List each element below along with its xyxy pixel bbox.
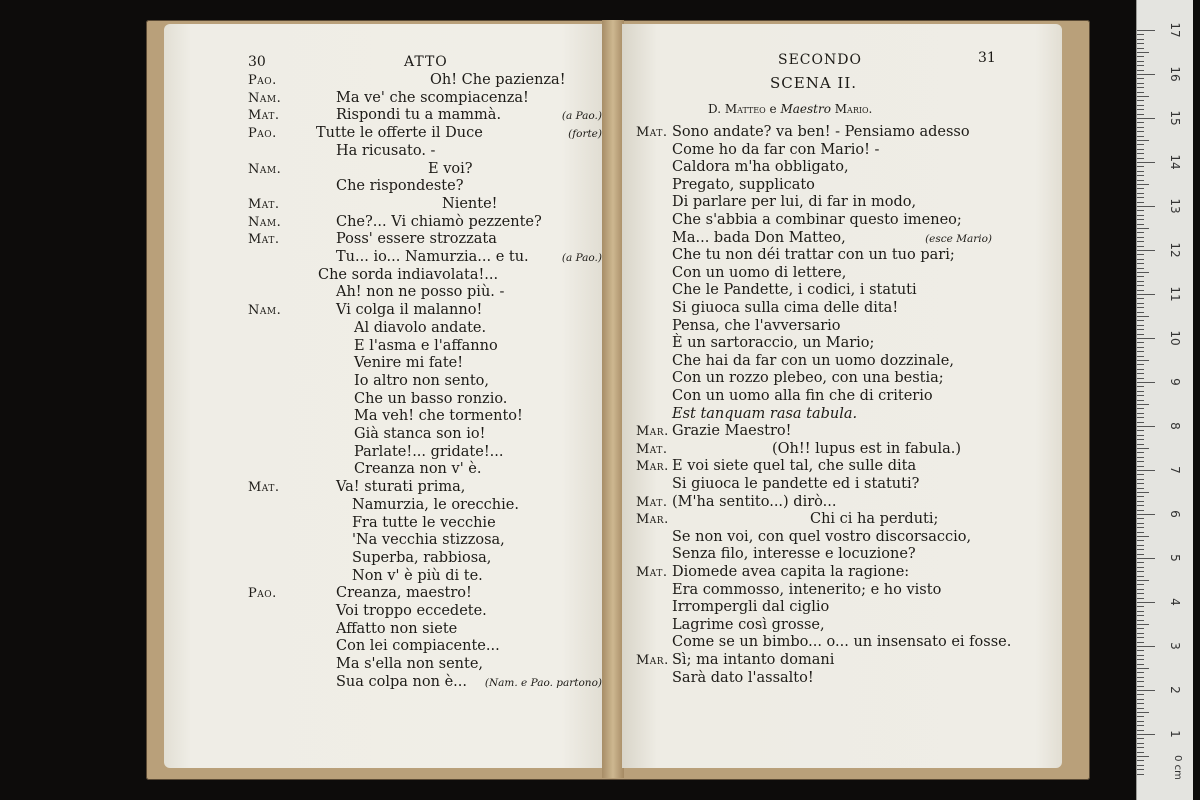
ruler-tick	[1137, 633, 1144, 634]
verse-line: Grazie Maestro!	[672, 423, 792, 440]
ruler-tick	[1137, 408, 1144, 409]
ruler-tick	[1137, 338, 1155, 339]
ruler-tick	[1137, 373, 1144, 374]
ruler-number: 1	[1168, 730, 1182, 738]
ruler-number: 12	[1168, 242, 1182, 258]
ruler-tick	[1137, 488, 1144, 489]
verse-line: Ma s'ella non sente,	[336, 656, 484, 673]
ruler-tick	[1137, 769, 1144, 770]
speaker-label: Mat.	[248, 232, 280, 248]
ruler-tick	[1137, 131, 1144, 132]
ruler-tick	[1137, 452, 1144, 453]
verse-line: Che hai da far con un uomo dozzinale,	[672, 352, 954, 369]
ruler-tick	[1137, 320, 1144, 321]
speaker-label: Nam.	[248, 303, 282, 319]
ruler-tick	[1137, 589, 1144, 590]
ruler-tick	[1137, 144, 1144, 145]
ruler-tick	[1137, 730, 1144, 731]
running-head: SECONDO	[778, 52, 862, 68]
ruler-tick	[1137, 360, 1149, 361]
ruler-tick	[1137, 329, 1144, 330]
ruler-tick	[1137, 540, 1144, 541]
verse-line: Affatto non siete	[336, 620, 458, 637]
ruler-tick	[1137, 378, 1144, 379]
verse-line: Sono andate? va ben! - Pensiamo adesso	[672, 124, 970, 140]
speaker-label: Mar.	[636, 424, 669, 440]
ruler-tick	[1137, 136, 1144, 137]
speaker-label: Mar.	[636, 512, 669, 528]
ruler-tick	[1137, 391, 1144, 392]
verse-line: Si giuoca le pandette ed i statuti?	[672, 476, 920, 492]
ruler-tick	[1137, 83, 1144, 84]
ruler-tick	[1137, 65, 1144, 66]
ruler-tick	[1137, 171, 1144, 172]
ruler-tick	[1137, 96, 1149, 97]
ruler-tick	[1137, 417, 1144, 418]
ruler-tick	[1137, 237, 1144, 238]
ruler-tick	[1137, 774, 1144, 775]
ruler-number: 11	[1168, 286, 1182, 302]
right-page	[622, 24, 1062, 768]
stage-direction: (a Pao.)	[561, 110, 602, 123]
ruler-tick	[1137, 400, 1144, 401]
verse-line: Sarà dato l'assalto!	[672, 669, 814, 686]
stage-direction: (forte)	[568, 128, 602, 141]
ruler-tick	[1137, 316, 1149, 317]
ruler-tick	[1137, 272, 1149, 273]
ruler-tick	[1137, 492, 1149, 493]
ruler-tick	[1137, 92, 1144, 93]
ruler-tick	[1137, 197, 1144, 198]
ruler-tick	[1137, 457, 1144, 458]
ruler-tick	[1137, 756, 1149, 757]
ruler-tick	[1137, 479, 1144, 480]
verse-line: Vi colga il malanno!	[336, 302, 483, 319]
ruler-tick	[1137, 708, 1144, 709]
ruler-tick	[1137, 298, 1144, 299]
verse-line: Caldora m'ha obbligato,	[672, 159, 849, 176]
ruler-tick	[1137, 149, 1144, 150]
ruler-tick	[1137, 210, 1144, 211]
ruler-number: 8	[1168, 422, 1182, 430]
ruler-tick	[1137, 87, 1144, 88]
ruler-number: 4	[1168, 598, 1182, 606]
ruler-tick	[1137, 444, 1144, 445]
verse-line: (Oh!! lupus est in fabula.)	[772, 440, 962, 457]
verse-line: Lagrime così grosse,	[672, 616, 825, 633]
ruler-tick	[1137, 276, 1144, 277]
ruler-tick	[1137, 655, 1144, 656]
ruler-tick	[1137, 206, 1155, 207]
ruler-tick	[1137, 615, 1144, 616]
verse-line: Che rispondeste?	[336, 178, 464, 195]
verse-line: Senza filo, interesse e locuzione?	[672, 546, 916, 563]
ruler-tick	[1137, 752, 1144, 753]
verse-line: Superba, rabbiosa,	[352, 549, 492, 566]
ruler-number: 2	[1168, 686, 1182, 694]
ruler-tick	[1137, 536, 1149, 537]
ruler-tick	[1137, 127, 1144, 128]
verse-line: Pensa, che l'avversario	[672, 317, 841, 334]
speaker-label: Pao.	[248, 73, 277, 88]
ruler-tick	[1137, 435, 1144, 436]
ruler-tick	[1137, 593, 1144, 594]
ruler-tick	[1137, 527, 1144, 528]
ruler-tick	[1137, 290, 1144, 291]
book-spine	[602, 20, 624, 778]
ruler-tick	[1137, 628, 1144, 629]
ruler-tick	[1137, 518, 1144, 519]
ruler-tick	[1137, 281, 1144, 282]
ruler-tick	[1137, 738, 1144, 739]
ruler-number: 9	[1168, 378, 1182, 386]
verse-line: Come ho da far con Mario! -	[672, 141, 880, 158]
speaker-label: Mar.	[636, 459, 669, 475]
ruler-tick	[1137, 562, 1144, 563]
ruler-tick	[1137, 606, 1144, 607]
ruler-tick	[1137, 140, 1149, 141]
verse-line: Creanza, maestro!	[336, 585, 472, 602]
ruler-tick	[1137, 721, 1144, 722]
verse-line: Voi troppo eccedete.	[336, 603, 487, 619]
ruler-tick	[1137, 166, 1144, 167]
stage-direction: (esce Mario)	[925, 232, 992, 245]
ruler-tick	[1137, 105, 1144, 106]
ruler-number: 6	[1168, 510, 1182, 518]
verse-line: Va! sturati prima,	[336, 479, 466, 496]
speaker-label: Mat.	[636, 565, 668, 580]
verse-line: Fra tutte le vecchie	[352, 514, 496, 531]
ruler-tick	[1137, 668, 1149, 669]
ruler-tick	[1137, 246, 1144, 247]
ruler-number: 10	[1168, 330, 1182, 346]
verse-line: Con un uomo alla fin che di criterio	[672, 388, 933, 404]
ruler-tick	[1137, 532, 1144, 533]
ruler-tick	[1137, 677, 1144, 678]
verse-line: Con un uomo di lettere,	[672, 264, 847, 281]
ruler-tick	[1137, 743, 1144, 744]
ruler-tick	[1137, 364, 1144, 365]
verse-line: Ha ricusato. -	[336, 142, 436, 159]
verse-line: Chi ci ha perduti;	[810, 511, 939, 528]
verse-line: Che le Pandette, i codici, i statuti	[672, 282, 917, 299]
ruler-tick	[1137, 699, 1144, 700]
speaker-label: Pao.	[248, 586, 277, 602]
ruler-tick	[1137, 725, 1144, 726]
ruler-tick	[1137, 505, 1144, 506]
ruler-tick	[1137, 202, 1144, 203]
ruler-tick	[1137, 215, 1144, 216]
ruler-tick	[1137, 74, 1155, 75]
verse-line: Che sorda indiavolata!...	[318, 266, 499, 283]
ruler-tick	[1137, 153, 1144, 154]
verse-line: Sì; ma intanto domani	[672, 652, 835, 668]
ruler-tick	[1137, 70, 1144, 71]
ruler-tick	[1137, 523, 1144, 524]
ruler-tick	[1137, 496, 1144, 497]
verse-line: Come se un bimbo... o... un insensato ei fosse.	[672, 634, 1012, 651]
verse-line: Già stanca son io!	[354, 426, 486, 442]
stage-direction: (a Pao.)	[561, 252, 602, 264]
verse-line: Niente!	[442, 195, 498, 212]
verse-line: Oh! Che pazienza!	[430, 72, 566, 88]
ruler-tick	[1137, 232, 1144, 233]
ruler-tick	[1137, 78, 1144, 79]
ruler-tick	[1137, 549, 1144, 550]
ruler-tick	[1137, 461, 1144, 462]
ruler-number: 5	[1168, 554, 1182, 562]
speaker-label: Nam.	[248, 90, 282, 106]
ruler-tick	[1137, 448, 1149, 449]
verse-line: E voi?	[428, 160, 473, 177]
speaker-label: Mat.	[248, 480, 280, 496]
verse-line: Ma... bada Don Matteo,	[672, 229, 846, 246]
ruler-tick	[1137, 584, 1144, 585]
verse-line: Parlate!... gridate!...	[354, 443, 504, 460]
ruler-tick	[1137, 158, 1144, 159]
ruler-tick	[1137, 571, 1144, 572]
ruler-tick	[1137, 307, 1144, 308]
ruler-tick	[1137, 430, 1144, 431]
ruler-tick	[1137, 545, 1144, 546]
ruler-number: 15	[1168, 110, 1182, 126]
ruler-tick	[1137, 250, 1155, 251]
ruler-number: 16	[1168, 66, 1182, 82]
ruler-tick	[1137, 426, 1155, 427]
ruler-tick	[1137, 34, 1144, 35]
ruler-tick	[1137, 470, 1155, 471]
ruler-tick	[1137, 501, 1144, 502]
ruler-number: 7	[1168, 466, 1182, 474]
ruler-tick	[1137, 580, 1149, 581]
ruler-tick	[1137, 650, 1144, 651]
ruler-tick	[1137, 510, 1144, 511]
ruler-tick	[1137, 514, 1155, 515]
ruler-number: 14	[1168, 154, 1182, 170]
ruler-tick	[1137, 61, 1144, 62]
ruler-tick	[1137, 122, 1144, 123]
ruler-tick	[1137, 259, 1144, 260]
ruler-tick	[1137, 712, 1149, 713]
verse-line: Che un basso ronzio.	[354, 390, 508, 407]
verse-line: Ma ve' che scompiacenza!	[336, 89, 529, 106]
ruler-tick	[1137, 43, 1144, 44]
ruler-tick	[1137, 422, 1144, 423]
ruler-tick	[1137, 576, 1144, 577]
ruler-tick	[1137, 334, 1144, 335]
ruler-tick	[1137, 659, 1144, 660]
verse-line: E l'asma e l'affanno	[354, 337, 498, 354]
verse-line: Sua colpa non è...	[336, 673, 467, 690]
speaker-label: Nam.	[248, 161, 282, 177]
verse-line: Est tanquam rasa tabula.	[672, 405, 858, 422]
ruler-tick	[1137, 175, 1144, 176]
ruler-tick	[1137, 386, 1144, 387]
verse-line: (M'ha sentito...) dirò...	[672, 493, 837, 510]
verse-line: Poss' essere strozzata	[336, 231, 497, 248]
ruler-tick	[1137, 188, 1144, 189]
verse-line: Se non voi, con quel vostro discorsaccio,	[672, 528, 972, 545]
speaker-label: Mar.	[636, 653, 669, 668]
speaker-label: Mat.	[248, 196, 280, 212]
ruler-tick	[1137, 285, 1144, 286]
ruler-tick	[1137, 52, 1149, 53]
ruler-tick	[1137, 184, 1149, 185]
stage-direction: (Nam. e Pao. partono)	[484, 676, 602, 689]
ruler-tick	[1137, 228, 1149, 229]
verse-line: Era commosso, intenerito; e ho visto	[672, 581, 942, 598]
ruler-tick	[1137, 342, 1144, 343]
ruler-tick	[1137, 642, 1144, 643]
ruler-tick	[1137, 716, 1144, 717]
verse-line: Diomede avea capita la ragione:	[672, 564, 910, 580]
running-head: ATTO	[404, 54, 448, 70]
verse-line: Tutte le offerte il Duce	[316, 125, 483, 142]
ruler-tick	[1137, 672, 1144, 673]
speaker-label: Mat.	[636, 441, 668, 457]
ruler-tick	[1137, 620, 1144, 621]
verse-line: Con lei compiacente...	[336, 638, 500, 655]
ruler-tick	[1137, 765, 1144, 766]
speaker-label: Mat.	[636, 494, 668, 510]
ruler-tick	[1137, 30, 1155, 31]
ruler-tick	[1137, 404, 1149, 405]
verse-line: E voi siete quel tal, che sulle dita	[672, 458, 917, 475]
ruler-tick	[1137, 351, 1144, 352]
verse-line: Che s'abbia a combinar questo imeneo;	[672, 212, 962, 228]
ruler-tick	[1137, 312, 1144, 313]
ruler-tick	[1137, 602, 1155, 603]
ruler-tick	[1137, 118, 1155, 119]
verse-line: Ma veh! che tormento!	[354, 408, 523, 425]
ruler-tick	[1137, 356, 1144, 357]
scene-title: SCENA II.	[770, 74, 858, 92]
speaker-label: Mat.	[248, 108, 280, 124]
ruler-tick	[1137, 395, 1144, 396]
ruler-tick	[1137, 694, 1144, 695]
ruler-tick	[1137, 624, 1149, 625]
ruler-tick	[1137, 558, 1155, 559]
ruler-tick	[1137, 114, 1144, 115]
verse-line: Non v' è più di te.	[352, 567, 483, 584]
ruler-tick	[1137, 747, 1144, 748]
verse-line: Namurzia, le orecchie.	[352, 496, 519, 513]
verse-line: Io altro non sento,	[354, 372, 489, 389]
ruler-number: 13	[1168, 198, 1182, 214]
verse-line: Che tu non déi trattar con un tuo pari;	[672, 247, 955, 264]
ruler-tick	[1137, 637, 1144, 638]
ruler-number: 17	[1168, 22, 1182, 38]
ruler-tick	[1137, 100, 1144, 101]
ruler-tick	[1137, 294, 1155, 295]
ruler-number: 3	[1168, 642, 1182, 650]
ruler-tick	[1137, 162, 1155, 163]
verse-line: Tu... io... Namurzia... e tu.	[336, 249, 529, 265]
ruler-tick	[1137, 325, 1144, 326]
ruler-tick	[1137, 347, 1144, 348]
verse-line: Venire mi fate!	[354, 355, 464, 372]
verse-line: Irrompergli dal ciglio	[672, 599, 830, 616]
page-number: 30	[248, 54, 266, 70]
ruler-unit: 0 cm	[1171, 755, 1183, 780]
ruler-tick	[1137, 646, 1155, 647]
verse-line: Con un rozzo plebeo, con una bestia;	[672, 370, 944, 387]
ruler-tick	[1137, 611, 1144, 612]
ruler-tick	[1137, 193, 1144, 194]
verse-line: Che?... Vi chiamò pezzente?	[336, 213, 542, 230]
scene-characters: D. Matteo e Maestro Mario.	[708, 102, 873, 116]
speaker-label: Mat.	[636, 125, 668, 140]
ruler-tick	[1137, 39, 1144, 40]
ruler-tick	[1137, 466, 1144, 467]
measurement-ruler	[1136, 0, 1193, 800]
ruler-tick	[1137, 554, 1144, 555]
ruler-tick	[1137, 703, 1144, 704]
ruler-tick	[1137, 681, 1144, 682]
verse-line: Di parlare per lui, di far in modo,	[672, 194, 917, 211]
ruler-tick	[1137, 690, 1155, 691]
verse-line: Creanza non v' è.	[354, 461, 482, 478]
ruler-tick	[1137, 56, 1144, 57]
ruler-tick	[1137, 180, 1144, 181]
verse-line: Si giuoca sulla cima delle dita!	[672, 300, 899, 316]
ruler-tick	[1137, 109, 1144, 110]
ruler-tick	[1137, 483, 1144, 484]
verse-line: Ah! non ne posso più. -	[336, 284, 505, 301]
ruler-tick	[1137, 734, 1155, 735]
ruler-tick	[1137, 254, 1144, 255]
speaker-label: Pao.	[248, 126, 277, 142]
ruler-tick	[1137, 664, 1144, 665]
verse-line: Al diavolo andate.	[354, 319, 487, 336]
ruler-tick	[1137, 224, 1144, 225]
ruler-tick	[1137, 598, 1144, 599]
ruler-tick	[1137, 48, 1144, 49]
ruler-tick	[1137, 382, 1155, 383]
ruler-tick	[1137, 439, 1144, 440]
ruler-tick	[1137, 219, 1144, 220]
ruler-tick	[1137, 413, 1144, 414]
ruler-tick	[1137, 268, 1144, 269]
ruler-tick	[1137, 303, 1144, 304]
verse-line: Rispondi tu a mammà.	[336, 107, 502, 124]
ruler-tick	[1137, 369, 1144, 370]
page-number: 31	[978, 50, 996, 66]
ruler-tick	[1137, 241, 1144, 242]
verse-line: 'Na vecchia stizzosa,	[352, 532, 505, 549]
verse-line: È un sartoraccio, un Mario;	[672, 335, 875, 352]
ruler-tick	[1137, 567, 1144, 568]
ruler-tick	[1137, 686, 1144, 687]
ruler-tick	[1137, 760, 1144, 761]
verse-line: Pregato, supplicato	[672, 176, 815, 193]
ruler-tick	[1137, 474, 1144, 475]
ruler-tick	[1137, 263, 1144, 264]
left-page	[164, 24, 616, 768]
speaker-label: Nam.	[248, 214, 282, 230]
